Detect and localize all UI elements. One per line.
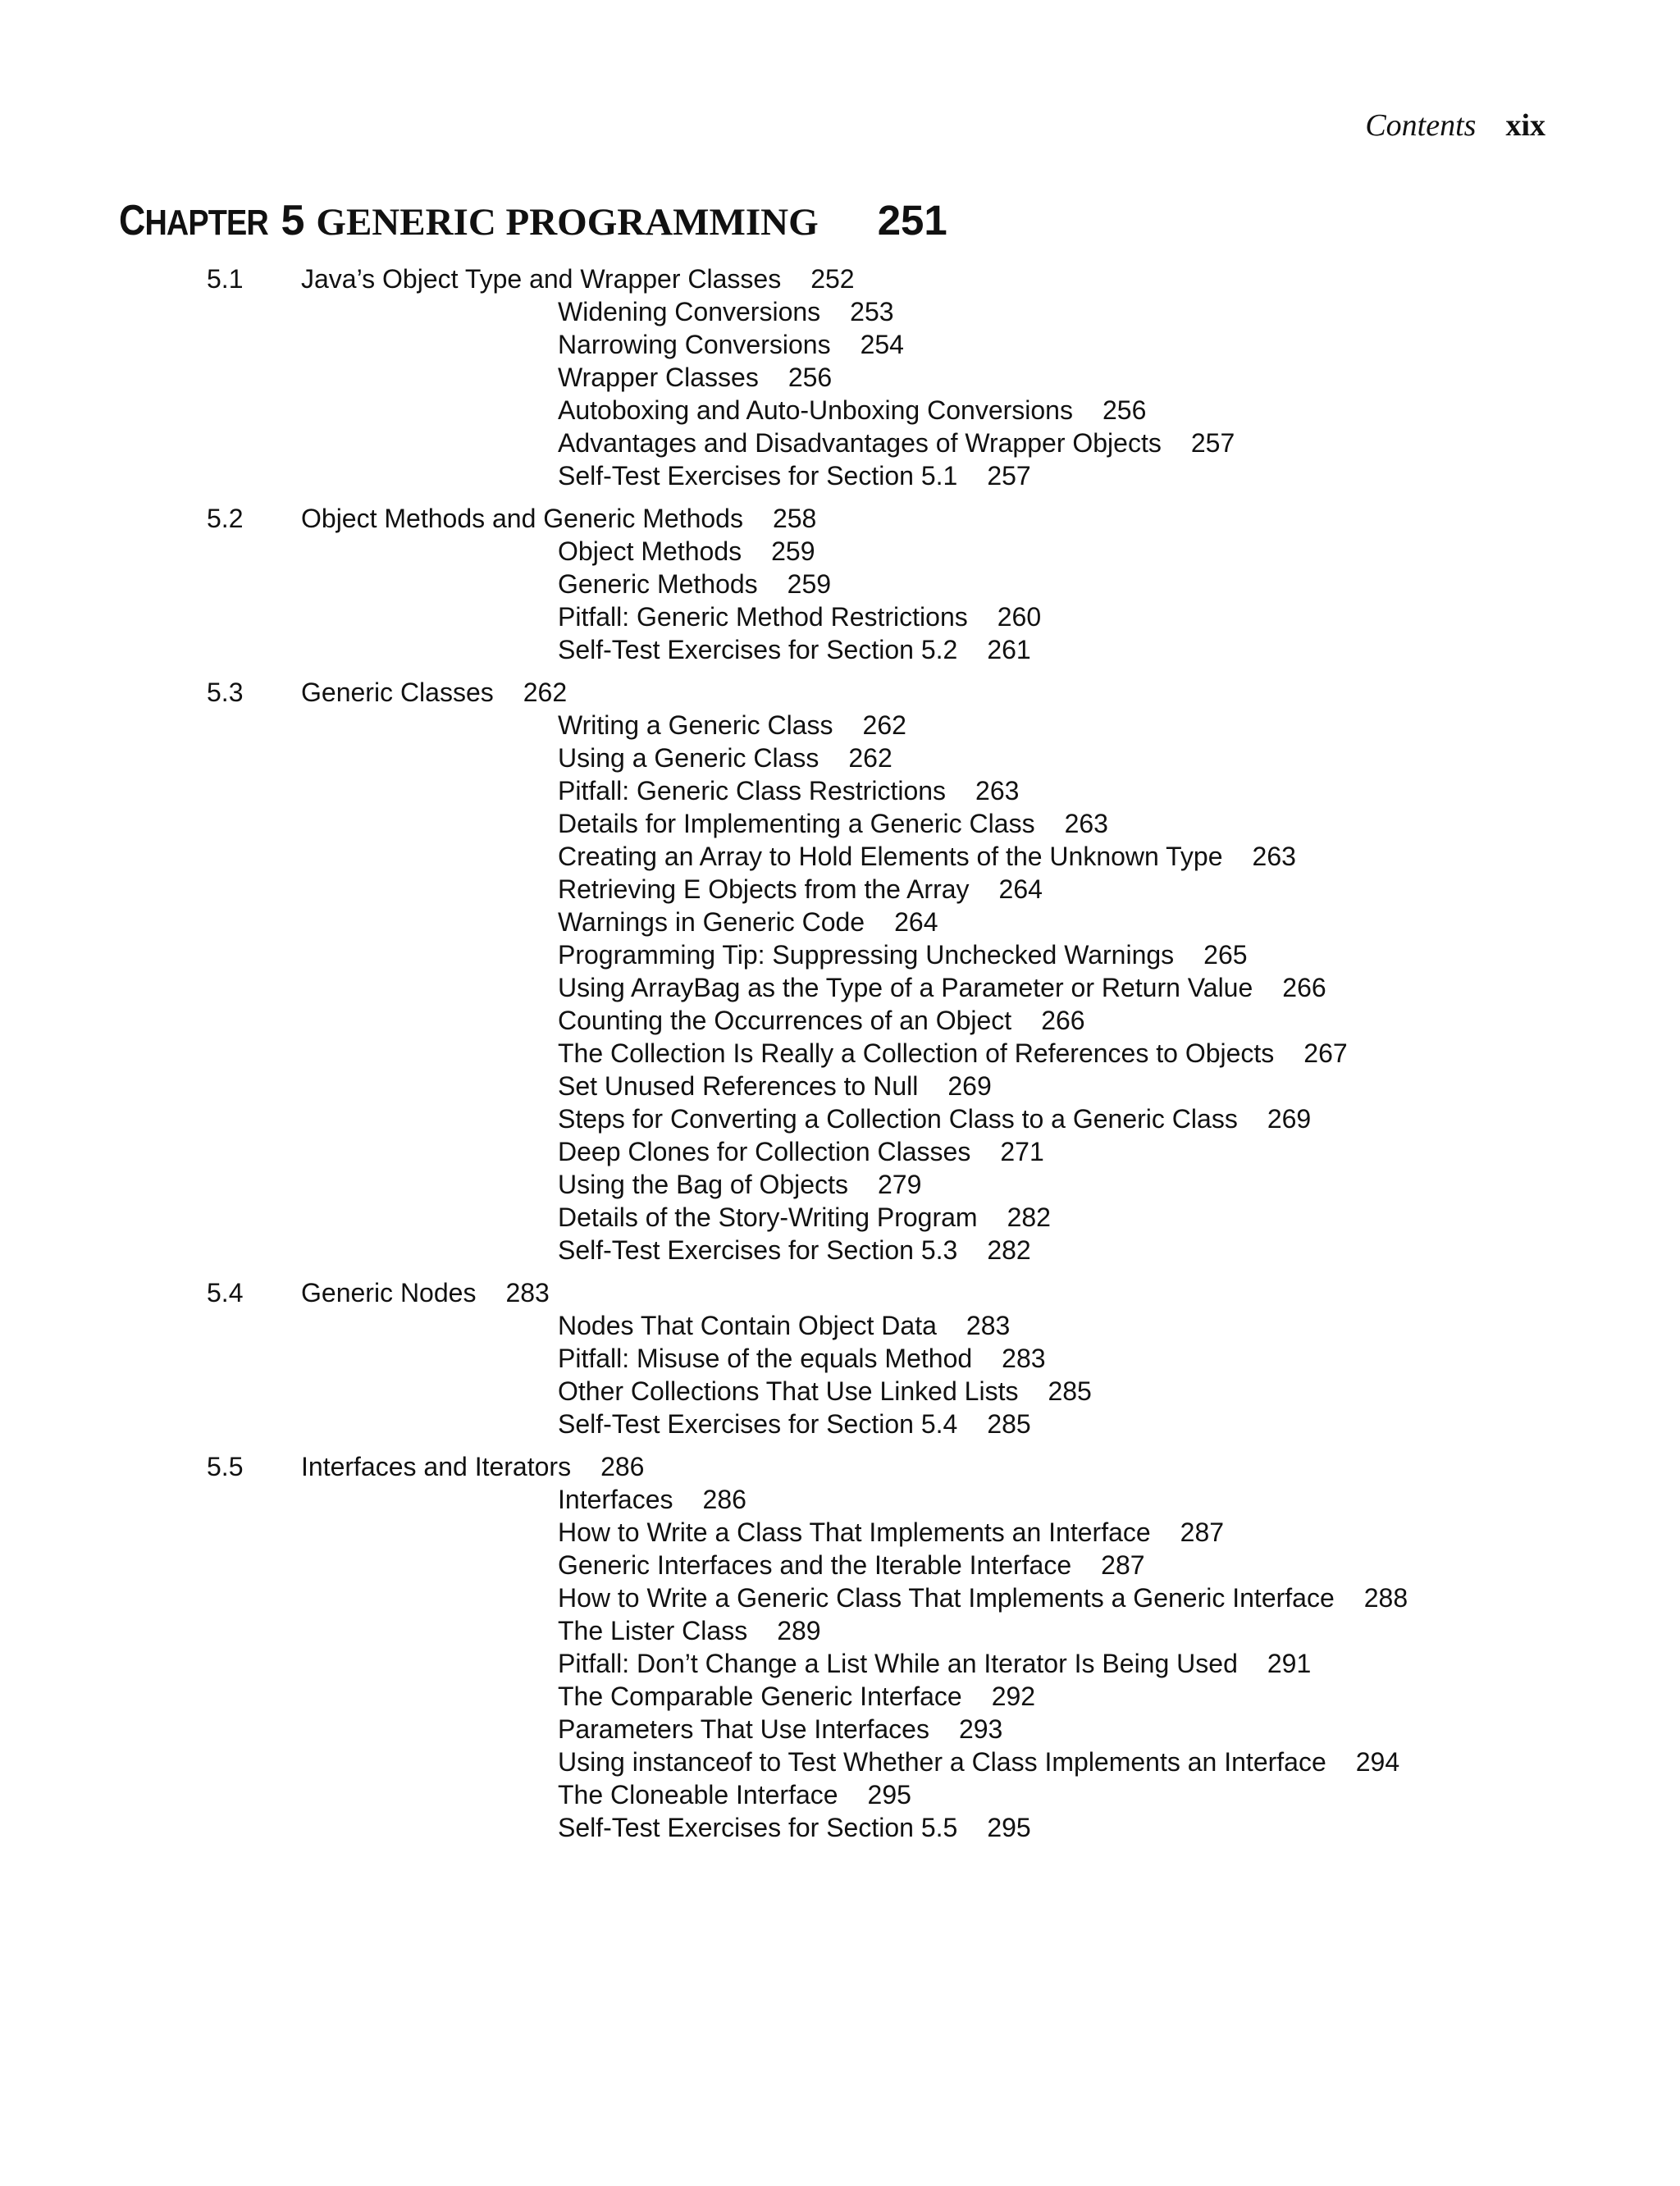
toc-entry-page-number: 266 bbox=[1041, 1006, 1085, 1035]
toc-entry-page-number: 257 bbox=[1190, 428, 1235, 458]
section-heading-row bbox=[0, 262, 1680, 295]
toc-entry-page-number: 266 bbox=[1282, 973, 1326, 1002]
toc-entry-title: Widening Conversions bbox=[558, 297, 821, 326]
section-number: 5.2 bbox=[207, 504, 244, 533]
section-heading-row bbox=[0, 502, 1680, 535]
toc-entry-page-number: 269 bbox=[1267, 1104, 1312, 1134]
chapter-label-initial: C bbox=[119, 197, 145, 244]
toc-entry bbox=[0, 1713, 1680, 1746]
toc-entry-page-number: 267 bbox=[1303, 1038, 1348, 1068]
toc-entry bbox=[0, 840, 1680, 873]
toc-entry-page-number: 283 bbox=[1002, 1344, 1046, 1373]
toc-entry-title: Pitfall: Generic Class Restrictions bbox=[558, 776, 947, 805]
toc-entry bbox=[0, 807, 1680, 840]
toc-entry bbox=[0, 568, 1680, 600]
toc-entry-page-number: 289 bbox=[777, 1616, 821, 1645]
toc-entry bbox=[0, 1549, 1680, 1581]
toc-entry-title: Generic Interfaces and the Iterable Interface bbox=[558, 1550, 1072, 1580]
toc-entry-title: The Collection Is Really a Collection of References to Objects bbox=[558, 1038, 1275, 1068]
toc-entry-title: Using ArrayBag as the Type of a Parameter or Return Value bbox=[558, 973, 1253, 1002]
toc-entry-page-number: 287 bbox=[1101, 1550, 1145, 1580]
toc-entry-title: Set Unused References to Null bbox=[558, 1071, 919, 1101]
toc-entry-page-number: 285 bbox=[1048, 1376, 1092, 1406]
toc-entry-page-number: 279 bbox=[877, 1170, 922, 1199]
toc-entry-page-number: 287 bbox=[1180, 1517, 1225, 1547]
running-head-label: Contents bbox=[1365, 108, 1477, 143]
toc-entry-title: Using instanceof to Test Whether a Class Implements an Interface bbox=[558, 1747, 1326, 1777]
section-title: Object Methods and Generic Methods bbox=[301, 504, 743, 533]
toc-entry-page-number: 293 bbox=[958, 1714, 1003, 1744]
toc-entry bbox=[0, 1309, 1680, 1342]
toc-entry-title: Pitfall: Generic Method Restrictions bbox=[558, 602, 968, 632]
toc-entry-title: Generic Methods bbox=[558, 569, 758, 599]
subsection-list bbox=[0, 535, 1680, 666]
toc-entry bbox=[0, 459, 1680, 492]
toc-entry-title: Deep Clones for Collection Classes bbox=[558, 1137, 971, 1166]
toc-entry-title: Programming Tip: Suppressing Unchecked Warnings bbox=[558, 940, 1175, 970]
toc-entry bbox=[0, 1342, 1680, 1375]
toc-entry bbox=[0, 938, 1680, 971]
toc-entry-title: The Comparable Generic Interface bbox=[558, 1682, 962, 1711]
toc-section bbox=[0, 676, 1680, 1266]
toc-entry-title: Narrowing Conversions bbox=[558, 330, 831, 359]
toc-entry-page-number: 271 bbox=[1000, 1137, 1044, 1166]
toc-entry bbox=[0, 1234, 1680, 1266]
toc-entry-page-number: 253 bbox=[850, 297, 894, 326]
toc-entry-title: Self-Test Exercises for Section 5.5 bbox=[558, 1813, 958, 1842]
toc-entry-page-number: 256 bbox=[1102, 395, 1147, 425]
toc-entry-title: Details for Implementing a Generic Class bbox=[558, 809, 1035, 838]
toc-entry-page-number: 257 bbox=[987, 461, 1031, 491]
toc-entry bbox=[0, 1168, 1680, 1201]
toc-entry bbox=[0, 633, 1680, 666]
toc-entry-page-number: 263 bbox=[975, 776, 1020, 805]
toc-entry-page-number: 264 bbox=[894, 907, 938, 937]
toc-entry-title: How to Write a Class That Implements an Interface bbox=[558, 1517, 1151, 1547]
toc-entry-title: The Lister Class bbox=[558, 1616, 748, 1645]
toc-entry-page-number: 265 bbox=[1203, 940, 1248, 970]
toc-entry bbox=[0, 1811, 1680, 1844]
toc-entry bbox=[0, 742, 1680, 774]
toc-entry bbox=[0, 1746, 1680, 1778]
toc-entry-title: Writing a Generic Class bbox=[558, 710, 833, 740]
toc-entry bbox=[0, 1102, 1680, 1135]
toc-entry-title: Retrieving E Objects from the Array bbox=[558, 874, 970, 904]
section-heading-row bbox=[0, 676, 1680, 709]
section-page-number: 262 bbox=[523, 678, 568, 707]
section-number: 5.5 bbox=[207, 1452, 244, 1481]
running-head bbox=[1365, 110, 1545, 141]
toc-entry-page-number: 286 bbox=[702, 1485, 746, 1514]
section-title: Generic Classes bbox=[301, 678, 494, 707]
toc-entry bbox=[0, 873, 1680, 906]
section-title-group bbox=[301, 262, 855, 295]
toc-entry-title: Counting the Occurrences of an Object bbox=[558, 1006, 1012, 1035]
chapter-label-rest: HAPTER bbox=[144, 203, 268, 243]
toc-entry bbox=[0, 1037, 1680, 1070]
toc-entry-title: Self-Test Exercises for Section 5.1 bbox=[558, 461, 958, 491]
section-number: 5.1 bbox=[207, 264, 244, 294]
toc-entry-page-number: 256 bbox=[788, 363, 833, 392]
toc-entry-page-number: 282 bbox=[1007, 1203, 1051, 1232]
toc-entry-title: Interfaces bbox=[558, 1485, 673, 1514]
toc-entry bbox=[0, 295, 1680, 328]
toc-entry bbox=[0, 709, 1680, 742]
toc-entry bbox=[0, 1408, 1680, 1440]
toc-entry-title: Nodes That Contain Object Data bbox=[558, 1311, 937, 1340]
section-title-group bbox=[301, 676, 567, 709]
subsection-list bbox=[0, 1483, 1680, 1844]
toc-entry bbox=[0, 1778, 1680, 1811]
running-head-page-number: xix bbox=[1505, 108, 1545, 143]
toc-entry bbox=[0, 1375, 1680, 1408]
toc-entry-page-number: 283 bbox=[966, 1311, 1011, 1340]
section-page-number: 283 bbox=[505, 1278, 550, 1307]
toc-entry bbox=[0, 1581, 1680, 1614]
section-number: 5.4 bbox=[207, 1278, 244, 1307]
toc-entry-page-number: 261 bbox=[987, 635, 1031, 664]
toc-entry bbox=[0, 971, 1680, 1004]
chapter-page-number: 251 bbox=[877, 197, 947, 244]
toc-entry-page-number: 285 bbox=[987, 1409, 1031, 1439]
toc-entry-title: Advantages and Disadvantages of Wrapper Objects bbox=[558, 428, 1162, 458]
section-page-number: 286 bbox=[600, 1452, 645, 1481]
section-heading-row bbox=[0, 1450, 1680, 1483]
toc-entry bbox=[0, 1201, 1680, 1234]
toc-entry-title: Self-Test Exercises for Section 5.3 bbox=[558, 1235, 958, 1265]
toc-entry bbox=[0, 1483, 1680, 1516]
toc-entry-title: Object Methods bbox=[558, 536, 742, 566]
toc-entry-title: Self-Test Exercises for Section 5.2 bbox=[558, 635, 958, 664]
chapter-heading bbox=[119, 199, 947, 242]
section-title-group bbox=[301, 1450, 644, 1483]
toc-entry bbox=[0, 774, 1680, 807]
toc-entry-page-number: 263 bbox=[1252, 842, 1296, 871]
toc-entry-page-number: 260 bbox=[997, 602, 1042, 632]
toc-entry bbox=[0, 600, 1680, 633]
subsection-list bbox=[0, 1309, 1680, 1440]
toc-entry-page-number: 264 bbox=[998, 874, 1043, 904]
toc-section bbox=[0, 502, 1680, 666]
section-heading-row bbox=[0, 1276, 1680, 1309]
toc-entry bbox=[0, 1647, 1680, 1680]
section-title-group bbox=[301, 1276, 550, 1309]
toc-entry-title: Using a Generic Class bbox=[558, 743, 819, 773]
toc-entry bbox=[0, 1070, 1680, 1102]
toc-entry bbox=[0, 535, 1680, 568]
toc-entry-page-number: 295 bbox=[867, 1780, 911, 1809]
toc-entry-page-number: 294 bbox=[1355, 1747, 1400, 1777]
toc-entry-title: Warnings in Generic Code bbox=[558, 907, 865, 937]
section-page-number: 252 bbox=[810, 264, 855, 294]
toc-entry bbox=[0, 1004, 1680, 1037]
toc-entry-title: Details of the Story-Writing Program bbox=[558, 1203, 978, 1232]
chapter-number: 5 bbox=[281, 197, 305, 244]
toc-entry bbox=[0, 906, 1680, 938]
toc-entry-page-number: 269 bbox=[947, 1071, 992, 1101]
toc-entry-page-number: 292 bbox=[991, 1682, 1036, 1711]
toc-entry-page-number: 291 bbox=[1267, 1649, 1312, 1678]
toc-entry-page-number: 295 bbox=[987, 1813, 1031, 1842]
toc-entry-page-number: 288 bbox=[1363, 1583, 1408, 1613]
toc-entry-title: How to Write a Generic Class That Implements a Generic Interface bbox=[558, 1583, 1335, 1613]
toc-entry-page-number: 282 bbox=[987, 1235, 1031, 1265]
toc-entry bbox=[0, 394, 1680, 427]
toc-entry-title: Other Collections That Use Linked Lists bbox=[558, 1376, 1019, 1406]
toc-entry-page-number: 263 bbox=[1064, 809, 1108, 838]
section-title-group bbox=[301, 502, 816, 535]
toc-entry bbox=[0, 427, 1680, 459]
toc-entry-page-number: 262 bbox=[862, 710, 906, 740]
toc-entry-page-number: 254 bbox=[860, 330, 904, 359]
toc-entry bbox=[0, 1135, 1680, 1168]
subsection-list bbox=[0, 709, 1680, 1266]
toc-entry-title: Pitfall: Don’t Change a List While an Iterator Is Being Used bbox=[558, 1649, 1238, 1678]
toc-entry-page-number: 259 bbox=[771, 536, 815, 566]
toc-entry bbox=[0, 361, 1680, 394]
section-page-number: 258 bbox=[772, 504, 817, 533]
toc-entry-title: The Cloneable Interface bbox=[558, 1780, 838, 1809]
toc-entry-page-number: 262 bbox=[848, 743, 892, 773]
toc-section bbox=[0, 1450, 1680, 1844]
toc-entry bbox=[0, 328, 1680, 361]
toc-entry-title: Creating an Array to Hold Elements of the Unknown Type bbox=[558, 842, 1223, 871]
section-title: Java’s Object Type and Wrapper Classes bbox=[301, 264, 782, 294]
toc-section bbox=[0, 262, 1680, 492]
section-number: 5.3 bbox=[207, 678, 244, 707]
section-title: Interfaces and Iterators bbox=[301, 1452, 572, 1481]
toc-entry bbox=[0, 1614, 1680, 1647]
chapter-title: GENERIC PROGRAMMING bbox=[316, 201, 819, 244]
toc-entry bbox=[0, 1680, 1680, 1713]
toc-entry bbox=[0, 1516, 1680, 1549]
section-title: Generic Nodes bbox=[301, 1278, 477, 1307]
chapter-label bbox=[119, 199, 268, 242]
toc-entry-title: Pitfall: Misuse of the equals Method bbox=[558, 1344, 973, 1373]
toc-entry-title: Parameters That Use Interfaces bbox=[558, 1714, 929, 1744]
toc-entry-title: Steps for Converting a Collection Class to a Generic Class bbox=[558, 1104, 1238, 1134]
toc-entry-title: Using the Bag of Objects bbox=[558, 1170, 848, 1199]
toc-section bbox=[0, 1276, 1680, 1440]
toc-entry-title: Autoboxing and Auto-Unboxing Conversions bbox=[558, 395, 1073, 425]
table-of-contents bbox=[0, 262, 1680, 1844]
toc-entry-title: Self-Test Exercises for Section 5.4 bbox=[558, 1409, 958, 1439]
toc-entry-title: Wrapper Classes bbox=[558, 363, 759, 392]
toc-entry-page-number: 259 bbox=[787, 569, 832, 599]
subsection-list bbox=[0, 295, 1680, 492]
